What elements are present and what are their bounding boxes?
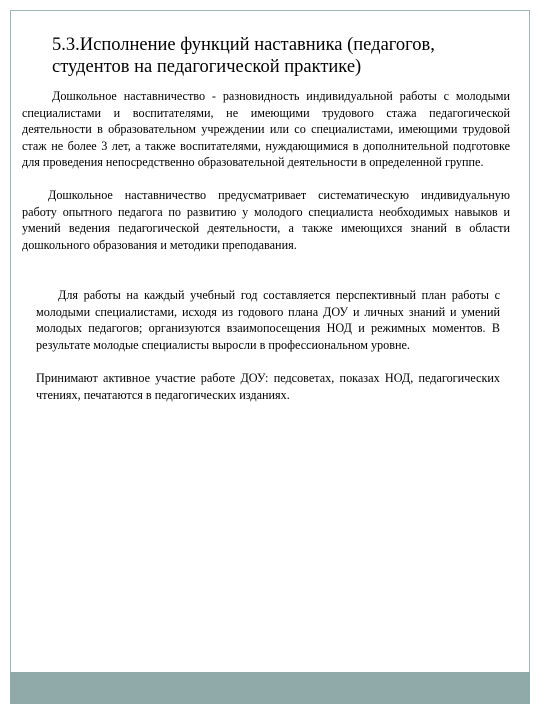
paragraph-annual-plan: Для работы на каждый учебный год составляется перспективный план работы с молодыми специалистами, исходя из годового плана ДОУ и личных знаний и умений молодых педагогов; организуются взаимопосещения НОД и режимных моментов. В результате молодые специалисты выросли в профессиональном уровне. (36, 288, 500, 352)
footer-bar (10, 672, 530, 704)
paragraph-participation: Принимают активное участие работе ДОУ: педсоветах, показах НОД, педагогических чтениях, печатаются в педагогических изданиях. (36, 371, 500, 402)
slide-title: 5.3.Исполнение функций наставника (педагогов, студентов на педагогической практике) (52, 35, 435, 77)
paragraph-mentoring-definition: Дошкольное наставничество - разновидность индивидуальной работы с молодыми специалистами и воспитателями, не имеющими трудового стажа педагогической деятельности в образовательном учреждении или со специалистами, имеющими трудовой стаж не более 3 лет, а также воспитателями, нуждающимися в дополнительной подготовке для проведения непосредственно образовательной деятельности в определенной группе. (22, 89, 510, 170)
paragraph-mentoring-work: Дошкольное наставничество предусматривает систематическую индивидуальную работу опытного педагога по развитию у молодого специалиста необходимых навыков и умений ведения педагогической деятельности, а также имеющихся знаний в области дошкольного образования и методики преподавания. (22, 188, 510, 252)
